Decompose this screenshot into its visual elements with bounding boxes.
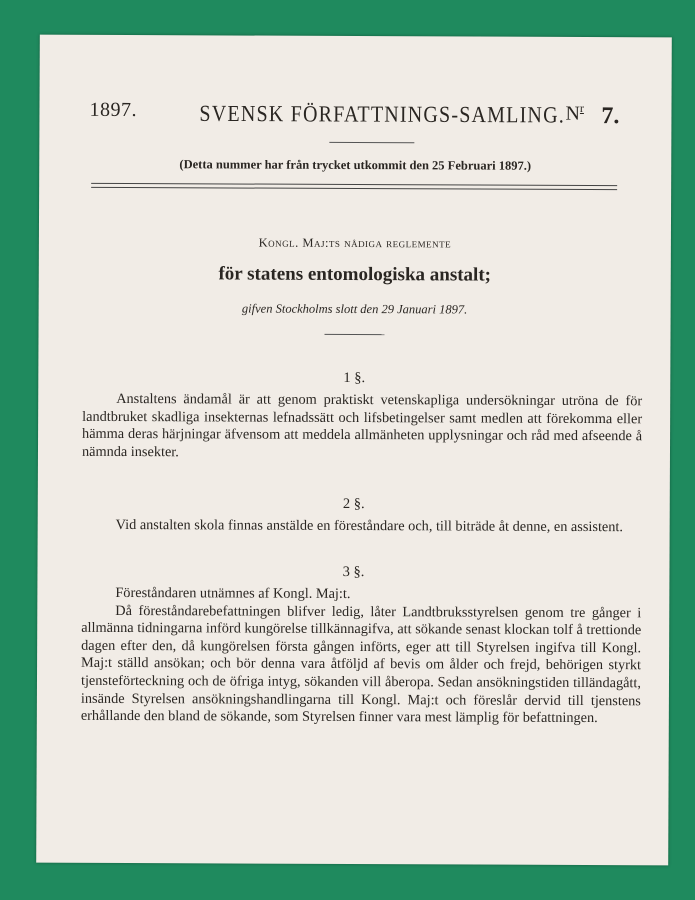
header-nr-label <box>565 101 584 126</box>
document-page <box>36 35 672 866</box>
section-3-paragraph-2: Då föreståndarebefattningen blifver ledig, låter Landtbruksstyrelsen genom tre gånger i allmänna tidningarna införd kungörelse tillkännagifva, att sökande senast klockan tolf å trettionde dagen efter den, då kungörelsen första gången införts, eger att till Styrelsen ingifva till Kongl. Maj:t ställd ansökan; och bör denna vara åtföljd af bevis om ålder och frejd, behörigen styrkt tjensteförteckning och de öfriga intyg, sökanden vill åberopa. Sedan ansökningstiden tilländagått, insände Styrelsen ansökningshandlingarna till Kongl. Maj:t och föreslår dervid till tjenstens erhållande den bland de sökande, som Styrelsen finner vara mest lämplig för befattningen. <box>80 602 642 727</box>
nr-superscript: r <box>579 100 584 116</box>
header-number: 7. <box>601 103 620 130</box>
title-rule <box>325 334 385 335</box>
section-3-body <box>81 585 642 728</box>
section-3-heading: 3 §. <box>342 563 365 581</box>
section-2-paragraph: Vid anstalten skola finnas anstälde en föreståndare och, till biträde åt denne, en assistent. <box>115 516 624 536</box>
header-rule <box>329 142 414 143</box>
section-2-heading: 2 §. <box>342 495 365 513</box>
section-3-paragraph-1: Föreståndaren utnämnes af Kongl. Maj:t. <box>115 584 351 602</box>
decree-kongl: Kongl. Maj:ts nådiga reglemente <box>258 235 452 251</box>
header-title: SVENSK FÖRFATTNINGS-SAMLING. <box>199 101 566 129</box>
decree-title: för statens entomologiska anstalt; <box>218 263 492 286</box>
double-rule <box>91 183 617 190</box>
section-2-body <box>82 517 642 537</box>
section-1-body <box>82 391 642 464</box>
decree-given: gifven Stockholms slott den 29 Januari 1897. <box>241 301 468 317</box>
section-1-paragraph: Anstaltens ändamål är att genom praktiskt vetenskapliga undersökningar utröna de för landtbruket skadliga insekternas lefnadssätt och lifsbetingelser samt medlen att förekomma eller hämma deras härjningar äfvensom att meddela allmänheten upplysningar och råd med afseende å nämnda insekter. <box>81 390 643 461</box>
header-year: 1897. <box>89 98 138 122</box>
issued-note: (Detta nummer har från trycket utkommit den 25 Februari 1897.) <box>179 157 532 173</box>
section-1-heading: 1 §. <box>343 369 366 387</box>
nr-label: N <box>565 102 580 125</box>
